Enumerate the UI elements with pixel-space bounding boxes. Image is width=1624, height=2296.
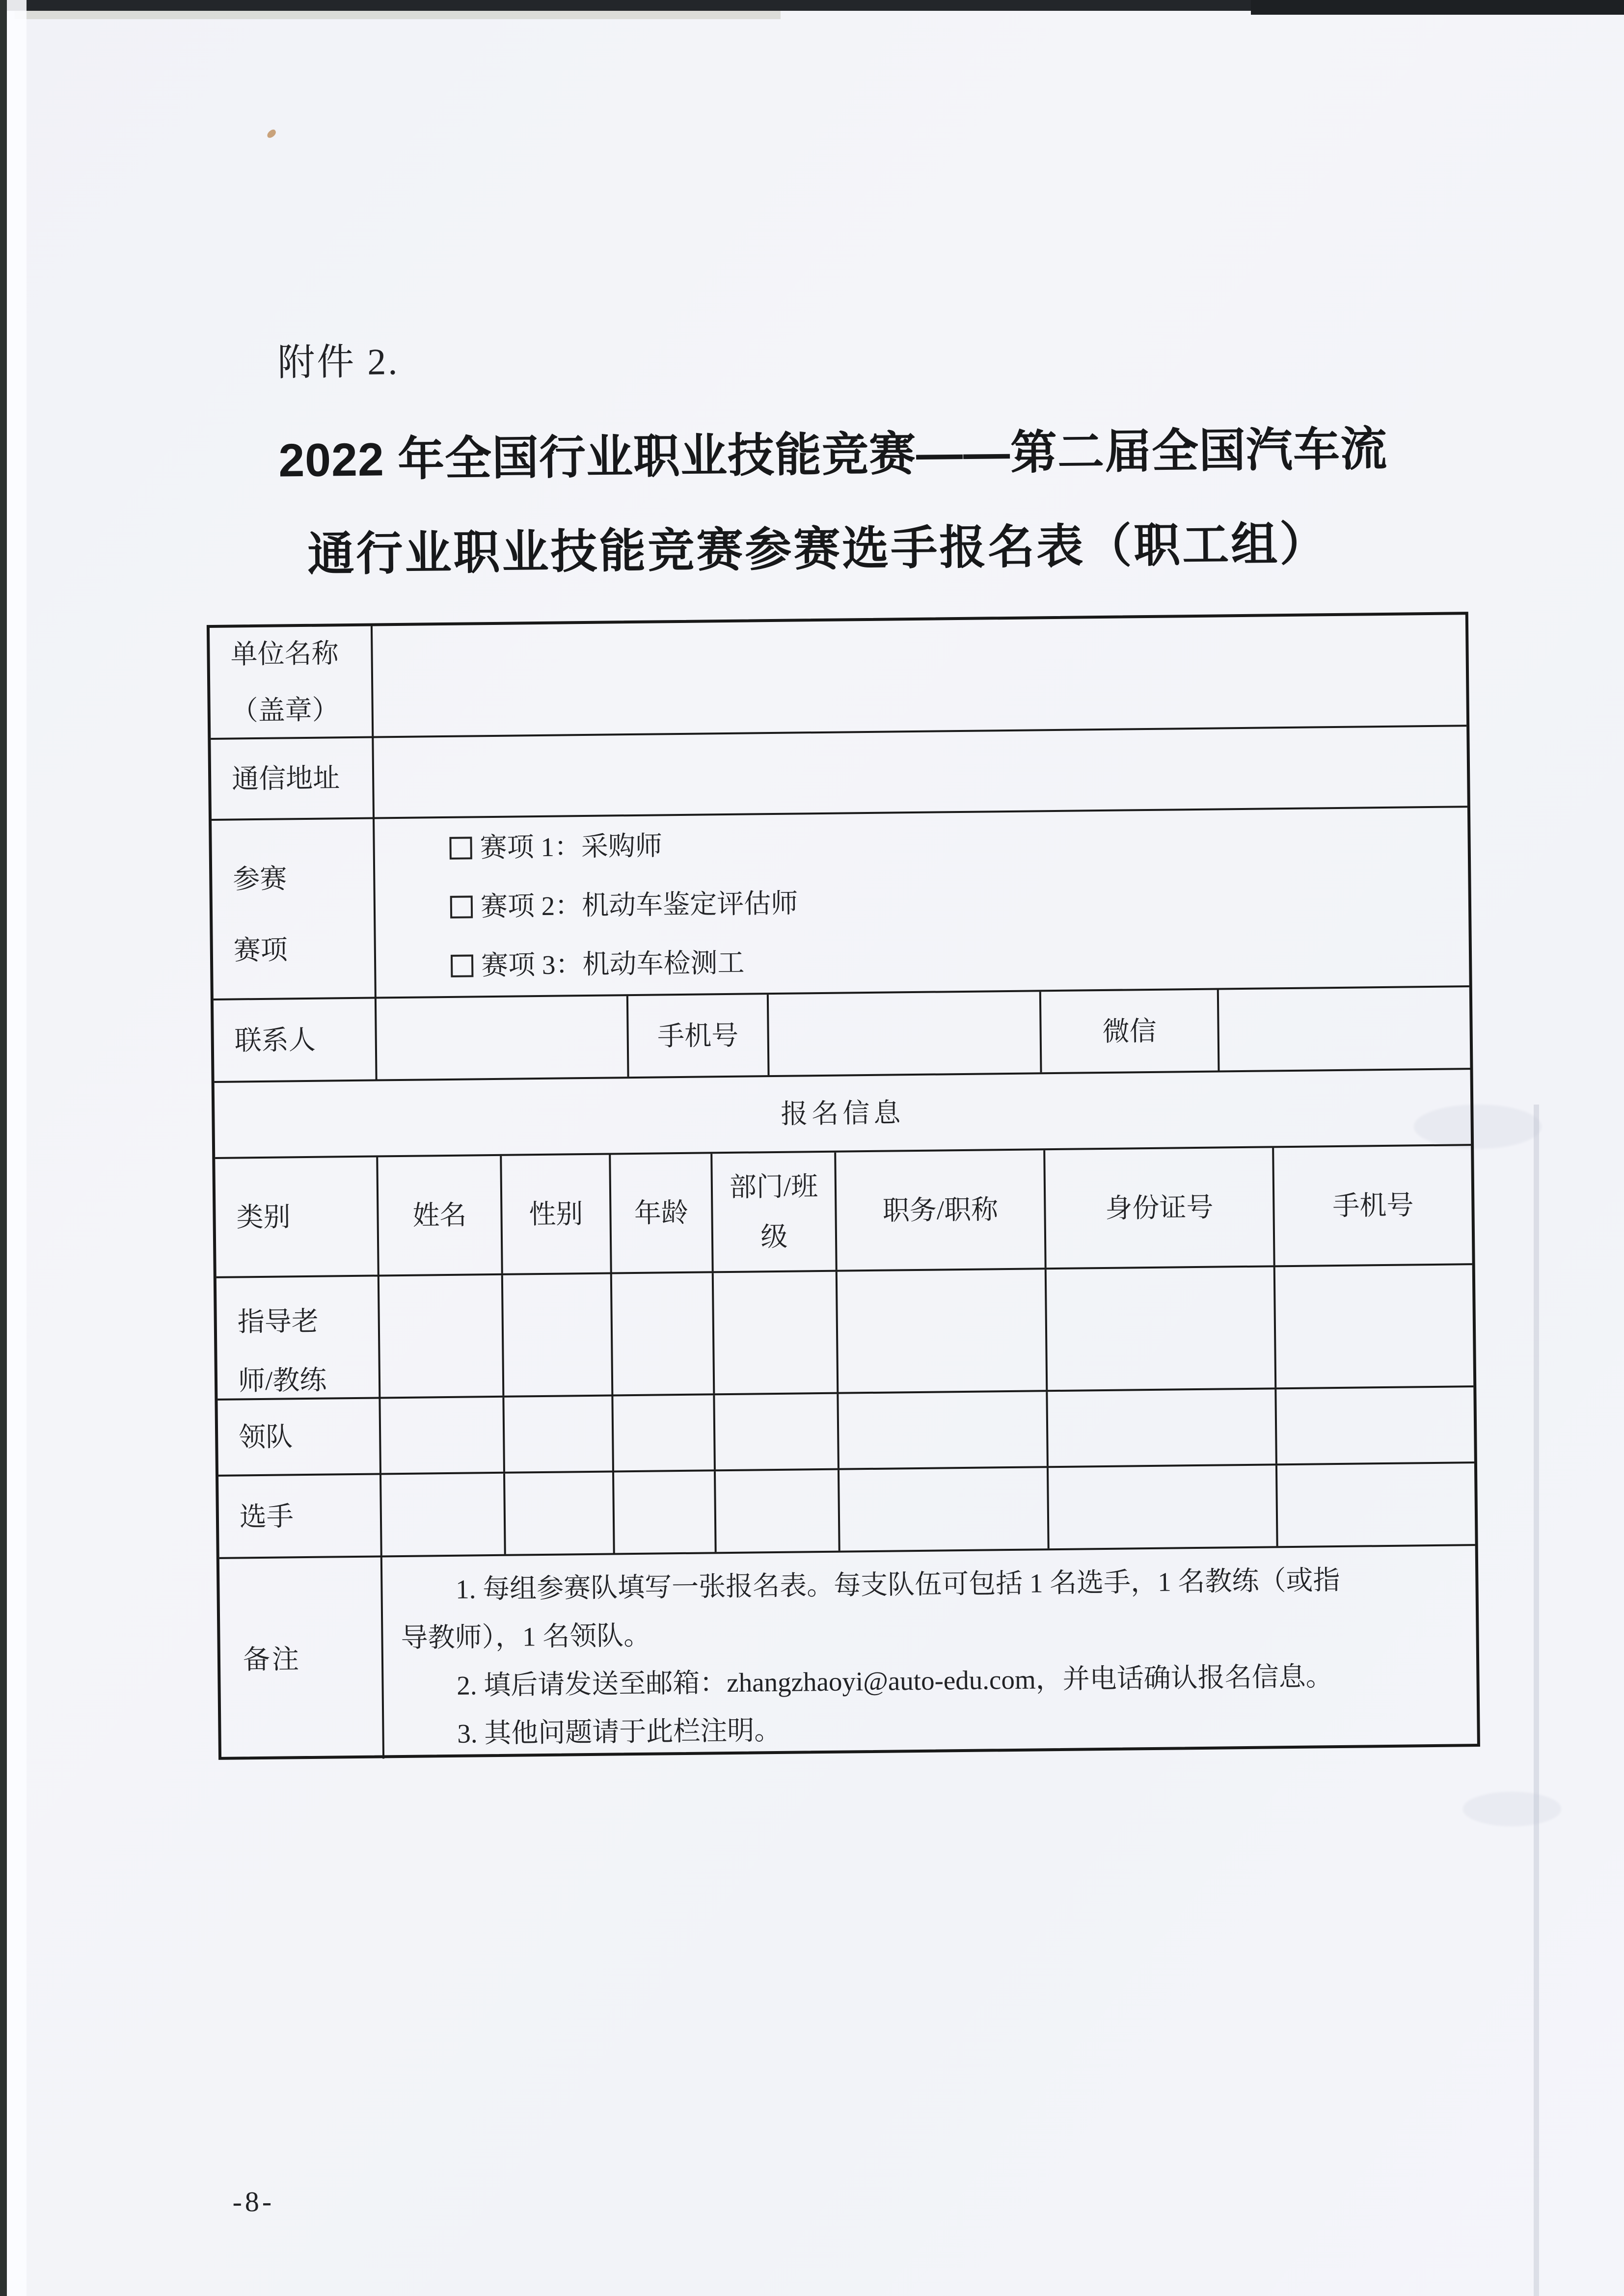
checkbox-icon[interactable] bbox=[451, 954, 473, 977]
empty-cell bbox=[1277, 1463, 1475, 1546]
checkbox-icon[interactable] bbox=[450, 895, 473, 918]
empty-cell bbox=[505, 1472, 615, 1554]
row-label-leader: 领队 bbox=[217, 1399, 381, 1474]
row-label-contestant: 选手 bbox=[218, 1475, 382, 1557]
empty-cell bbox=[716, 1470, 840, 1552]
row-unit-name bbox=[210, 615, 1466, 740]
table-row-leader bbox=[217, 1387, 1474, 1477]
contact-phone-value-cell bbox=[769, 992, 1042, 1075]
unit-name-label bbox=[210, 626, 374, 738]
event-option-2-label: 赛项 2：机动车鉴定评估师 bbox=[480, 888, 798, 922]
page-number: -8- bbox=[232, 2185, 275, 2218]
document-title-line1: 2022 年全国行业职业技能竞赛——第二届全国汽车流 bbox=[278, 423, 1388, 487]
unit-name-label-line2: （盖章） bbox=[231, 695, 340, 726]
header-category: 类别 bbox=[215, 1157, 379, 1276]
row-table-header bbox=[215, 1146, 1472, 1278]
remarks-label: 备注 bbox=[219, 1557, 384, 1760]
registration-form-table bbox=[207, 612, 1480, 1760]
empty-cell bbox=[1047, 1267, 1277, 1390]
unit-name-value-cell bbox=[373, 615, 1466, 736]
empty-cell bbox=[838, 1270, 1048, 1392]
event-option-3-label: 赛项 3：机动车检测工 bbox=[481, 947, 745, 981]
attachment-label: 附件 2. bbox=[277, 341, 400, 384]
registration-section-title: 报名信息 bbox=[781, 1098, 905, 1129]
document-title-line2: 通行业职业技能竞赛参赛选手报名表（职工组） bbox=[307, 518, 1328, 581]
empty-cell bbox=[839, 1392, 1049, 1468]
contact-phone-label: 手机号 bbox=[628, 995, 770, 1077]
unit-name-label-line1: 单位名称 bbox=[230, 638, 339, 670]
checkbox-icon[interactable] bbox=[449, 837, 472, 859]
header-id-number: 身份证号 bbox=[1045, 1148, 1275, 1268]
header-name: 姓名 bbox=[378, 1156, 503, 1275]
address-value-cell bbox=[374, 727, 1467, 817]
events-options-cell bbox=[375, 808, 1469, 997]
empty-cell bbox=[380, 1398, 505, 1473]
contact-wechat-value-cell bbox=[1219, 987, 1470, 1070]
empty-cell bbox=[714, 1272, 839, 1394]
empty-cell bbox=[612, 1273, 715, 1394]
empty-cell bbox=[1275, 1265, 1474, 1387]
header-age: 年龄 bbox=[611, 1154, 713, 1272]
header-gender: 性别 bbox=[502, 1155, 612, 1273]
contact-wechat-label: 微信 bbox=[1041, 990, 1220, 1073]
row-contact bbox=[214, 987, 1470, 1083]
table-row-instructor bbox=[217, 1265, 1473, 1401]
address-label: 通信地址 bbox=[211, 738, 375, 819]
events-label bbox=[212, 819, 377, 999]
empty-cell bbox=[503, 1274, 614, 1395]
contact-value-cell bbox=[377, 996, 629, 1079]
events-label-line1: 参赛 bbox=[232, 864, 287, 894]
empty-cell bbox=[1048, 1389, 1277, 1466]
remarks-note-1: 1. 每组参赛队填写一张报名表。每支队伍可包括 1 名选手，1 名教练（或指导教师），1 名领队。 bbox=[401, 1565, 1340, 1653]
empty-cell bbox=[381, 1474, 506, 1556]
event-option-3[interactable] bbox=[451, 934, 745, 996]
row-section-title bbox=[215, 1070, 1471, 1159]
event-option-1-label: 赛项 1：采购师 bbox=[480, 831, 663, 863]
empty-cell bbox=[613, 1395, 716, 1470]
row-remarks bbox=[219, 1546, 1477, 1760]
header-position-title: 职务/职称 bbox=[836, 1150, 1046, 1270]
header-department-class: 部门/班级 bbox=[712, 1153, 837, 1271]
row-address bbox=[211, 727, 1467, 821]
empty-cell bbox=[1049, 1465, 1278, 1548]
empty-cell bbox=[379, 1275, 505, 1397]
table-row-contestant bbox=[218, 1463, 1475, 1559]
events-label-line2: 赛项 bbox=[233, 935, 288, 966]
header-phone: 手机号 bbox=[1332, 1190, 1414, 1221]
row-label-instructor: 指导老师/教练 bbox=[217, 1276, 381, 1398]
empty-cell bbox=[614, 1471, 717, 1553]
empty-cell bbox=[1276, 1387, 1474, 1463]
row-events bbox=[212, 808, 1469, 1000]
remarks-notes-cell bbox=[382, 1546, 1477, 1758]
event-option-1[interactable] bbox=[449, 816, 662, 878]
empty-cell bbox=[715, 1394, 839, 1470]
contact-label: 联系人 bbox=[214, 999, 378, 1080]
event-option-2[interactable] bbox=[450, 874, 798, 936]
empty-cell bbox=[839, 1468, 1050, 1550]
empty-cell bbox=[504, 1396, 614, 1471]
remarks-note-3: 3. 其他问题请于此栏注明。 bbox=[457, 1715, 782, 1749]
remarks-note-2: 2. 填后请发送至邮箱：zhangzhaoyi@auto-edu.com，并电话确认报名信息。 bbox=[456, 1661, 1333, 1701]
